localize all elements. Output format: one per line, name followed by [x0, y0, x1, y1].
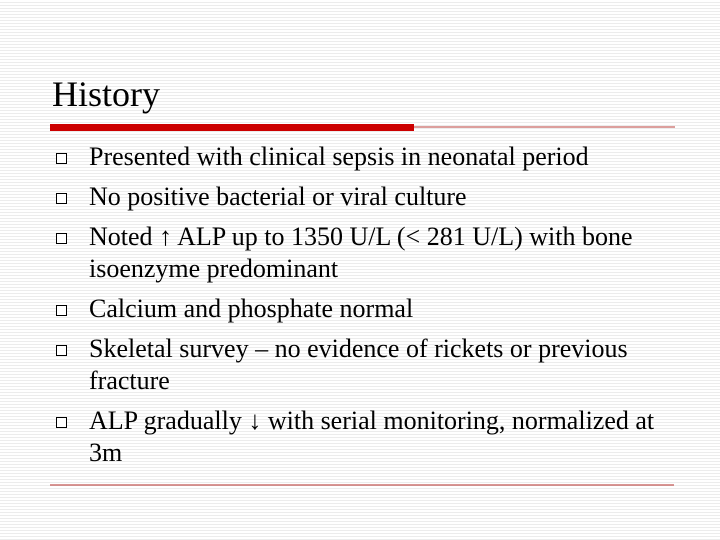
footer-divider [50, 484, 674, 486]
bullet-text: Skeletal survey – no evidence of rickets or previous fracture [89, 334, 628, 395]
bullet-item [56, 221, 676, 285]
bullet-text: Presented with clinical sepsis in neonatal period [89, 142, 589, 171]
bullet-item [56, 141, 676, 173]
bullet-text: Calcium and phosphate normal [89, 294, 414, 323]
hollow-square-icon [56, 153, 67, 164]
bullet-text: No positive bacterial or viral culture [89, 182, 467, 211]
hollow-square-icon [56, 233, 67, 244]
bullet-list [56, 141, 676, 469]
bullet-item [56, 333, 676, 397]
bullet-item [56, 293, 676, 325]
bullet-text: ALP gradually ↓ with serial monitoring, normalized at 3m [89, 406, 655, 467]
hollow-square-icon [56, 345, 67, 356]
bullet-text: Noted ↑ ALP up to 1350 U/L (< 281 U/L) with bone isoenzyme predominant [89, 222, 633, 283]
bullet-item [56, 181, 676, 213]
title-underline-accent [50, 124, 414, 131]
slide-title: History [52, 74, 160, 114]
hollow-square-icon [56, 417, 67, 428]
bullet-item [56, 405, 676, 469]
title-underline-thin [414, 126, 675, 128]
hollow-square-icon [56, 193, 67, 204]
hollow-square-icon [56, 305, 67, 316]
